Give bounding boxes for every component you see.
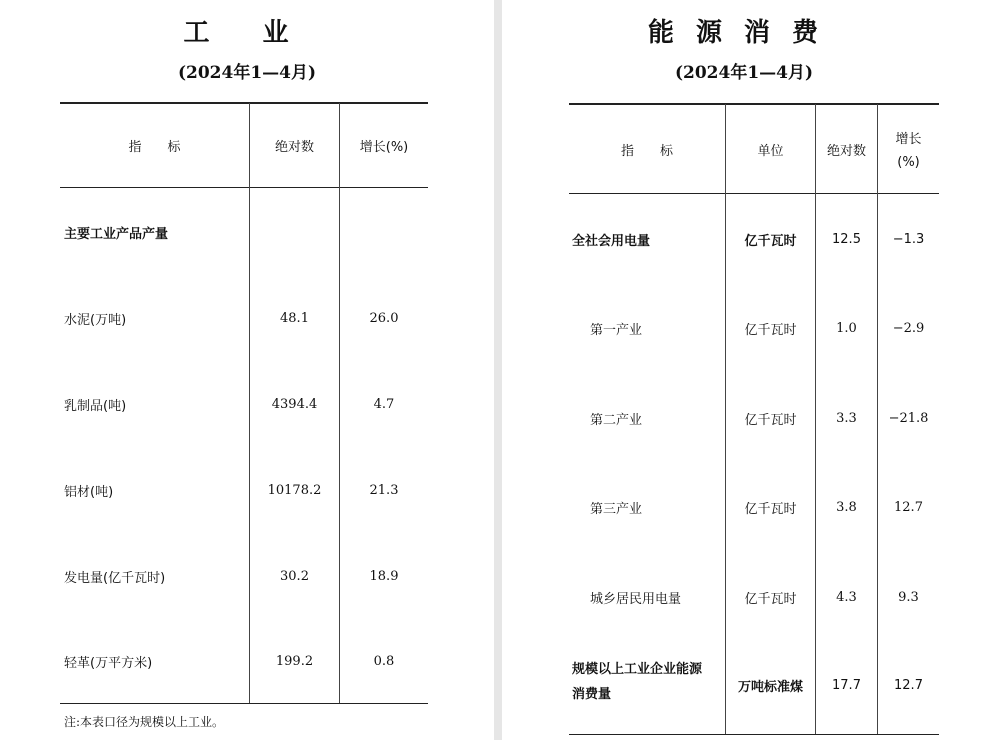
row-growth: −1.3 (892, 231, 925, 247)
header-indicator: 指 标 (620, 143, 673, 159)
table-header-rule (569, 193, 939, 194)
energy-period: (2024年1—4月) (674, 63, 814, 83)
row-growth: 26.0 (369, 310, 399, 326)
header-absolute: 绝对数 (826, 143, 866, 159)
row-indicator: 城乡居民用电量 (590, 591, 682, 607)
energy-title: 能源消费 (647, 18, 840, 48)
industry-period: (2024年1—4月) (177, 63, 317, 83)
section-label: 主要工业产品产量 (64, 226, 169, 242)
table-bottom-rule (569, 734, 939, 735)
row-value: 4.3 (836, 589, 857, 605)
industry-title: 工 业 (183, 18, 311, 48)
energy-panel (502, 0, 986, 740)
row-growth: 12.7 (894, 677, 923, 693)
row-growth: 12.7 (894, 499, 923, 515)
row-value: 199.2 (275, 653, 314, 669)
row-indicator: 轻革(万平方米) (64, 655, 153, 671)
row-indicator: 发电量(亿千瓦时) (64, 570, 166, 586)
row-value: 1.0 (836, 320, 857, 336)
header-growth-line1: 增长 (895, 132, 922, 147)
row-indicator-line1: 规模以上工业企业能源 (572, 662, 703, 677)
table-note: 注:本表口径为规模以上工业。 (64, 715, 225, 729)
row-growth: −2.9 (892, 320, 925, 336)
row-unit: 亿千瓦时 (744, 591, 797, 607)
header-growth (878, 105, 939, 193)
row-indicator-line2: 消费量 (572, 687, 612, 702)
row-indicator: 水泥(万吨) (64, 312, 127, 328)
row-growth: 21.3 (369, 482, 399, 498)
table-bottom-rule (60, 703, 428, 704)
table-header-rule (60, 187, 428, 188)
row-growth: 18.9 (369, 568, 399, 584)
row-indicator (572, 658, 725, 712)
row-growth: 4.7 (373, 396, 395, 412)
row-value: 48.1 (280, 310, 309, 326)
row-indicator: 全社会用电量 (572, 233, 651, 249)
row-unit: 亿千瓦时 (744, 233, 797, 249)
page-gutter (494, 0, 502, 740)
row-value: 3.8 (836, 499, 857, 515)
row-value: 30.2 (280, 568, 309, 584)
row-indicator: 第三产业 (590, 501, 643, 517)
row-indicator: 乳制品(吨) (64, 398, 127, 414)
row-indicator: 铝材(吨) (64, 484, 114, 500)
row-indicator: 第二产业 (590, 412, 643, 428)
row-unit: 亿千瓦时 (744, 322, 797, 338)
header-growth: 增长(%) (359, 140, 409, 155)
row-growth: 9.3 (898, 589, 919, 605)
header-unit: 单位 (757, 143, 784, 159)
header-indicator: 指 标 (128, 140, 181, 155)
header-absolute: 绝对数 (274, 140, 314, 155)
row-value: 10178.2 (267, 482, 322, 498)
header-growth-line2: (%) (897, 155, 920, 170)
row-value: 4394.4 (271, 396, 318, 412)
row-unit: 万吨标准煤 (737, 679, 803, 695)
row-growth: −21.8 (888, 410, 929, 426)
row-value: 12.5 (832, 231, 861, 247)
row-growth: 0.8 (373, 653, 395, 669)
row-unit: 亿千瓦时 (744, 501, 797, 517)
row-value: 17.7 (832, 677, 861, 693)
row-value: 3.3 (836, 410, 857, 426)
row-unit: 亿千瓦时 (744, 412, 797, 428)
row-indicator: 第一产业 (590, 322, 643, 338)
